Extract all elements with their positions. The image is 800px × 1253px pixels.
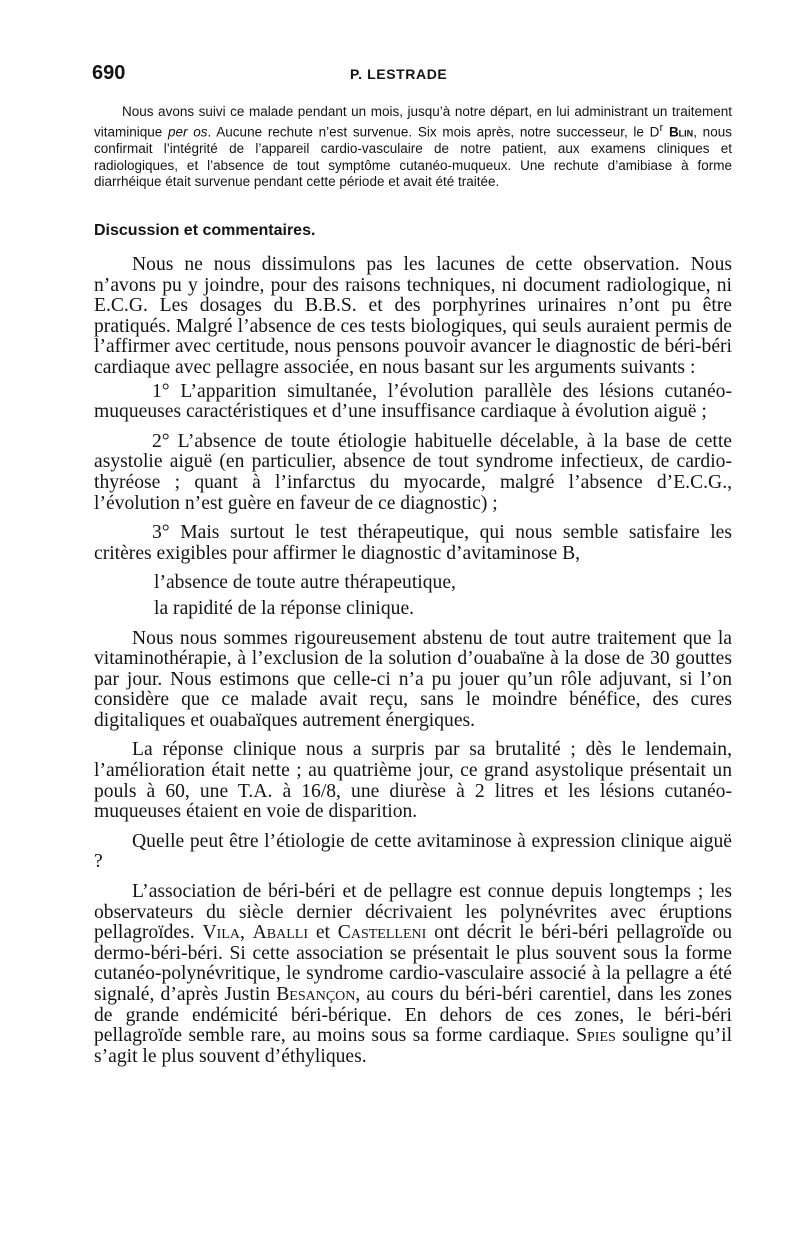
author-spies: Spies — [576, 1025, 616, 1047]
paragraph-etiology-question: Quelle peut être l’étiologie de cette avitaminose à expression clinique aiguë ? — [94, 830, 732, 873]
author-besancon: Besançon — [276, 984, 356, 1005]
criterion-1: l’absence de toute autre thérapeutique, — [154, 572, 456, 594]
argument-3: 3° Mais surtout le test thérapeutique, qui nous semble satisfaire les critères exigibles pour affirmer le diagnostic d’avitaminose B, — [94, 522, 732, 564]
paragraph-treatment: Nous nous sommes rigoureusement abstenu de tout autre traitement que la vitaminothérapie, à l’exclusion de la solution d’ouabaïne à la dose de 30 gouttes par jour. Nous estimons que celle-ci n’a pu jouer qu’un rôle adjuvant, si l’on considère que ce malade avait reçu, sans le moindre bénéfice, des cures digitaliques et ouabaïques autrement énergiques. — [94, 627, 732, 731]
paragraph-clinical-response: La réponse clinique nous a surpris par sa brutalité ; dès le lendemain, l’amélioration était nette ; au quatrième jour, ce grand asystolique présentait un pouls à 60, une T.A. à 16/8, une diurèse à 2 litres et les lésions cutanéo-muqueuses étaient en voie de disparition. — [94, 739, 732, 823]
criterion-2: la rapidité de la réponse clinique. — [154, 597, 415, 619]
author-castelleni: Castelleni — [337, 922, 427, 944]
argument-1: 1° L’apparition simultanée, l’évolution parallèle des lésions cutanéo-muqueuses caractéristiques et d’une insuffisance cardiaque à évolution aiguë ; — [94, 380, 732, 423]
author-aballi: Aballi — [252, 922, 309, 944]
case-followup-paragraph: Nous avons suivi ce malade pendant un mois, jusqu’à notre départ, en lui administrant un traitement vitaminique per os. Aucune rechute n’est survenue. Six mois après, notre successeur, le $D^r$ Blin, nous confirmait l’intégrité de l’appareil cardio-vasculaire de notre patient, aux examens cliniques et radiologiques, et l’absence de tout symptôme cutanéo-muqueux. Une rechute d’amibiase à forme diarrhéique était survenue pendant cette période et avait été traitée. — [94, 104, 732, 190]
discussion-body — [94, 255, 732, 1067]
argument-2: 2° L’absence de toute étiologie habituelle décelable, à la base de cette asystolie aiguë (en particulier, absence de tout syndrome infectieux, de cardio-thyréose ; quant à l’infarctus du myocarde, malgré l’absence d’E.C.G., l’évolution n’est guère en faveur de ce diagnostic) ; — [94, 430, 732, 514]
author-vila: Vila — [202, 922, 240, 944]
page-header — [92, 62, 732, 90]
paragraph-association: L’association de béri-béri et de pellagre est connue depuis longtemps ; les observateurs du siècle dernier décrivaient les polynévrites avec éruptions pellagroïdes. Vila, Aballi et Castelleni ont décrit le béri-béri pellagroïde ou dermo-béri-béri. Si cette association se présentait le plus souvent sous la forme cutanéo-polynévritique, le syndrome cardio-vasculaire associé à la pellagre a été signalé, d’après Justin Besançon, au cours du béri-béri carentiel, dans les zones de grande endémicité béri-bérique. En dehors de ces zones, le béri-béri pellagroïde semble rare, au moins sous sa forme cardiaque. Spies souligne qu’il s’agit le plus souvent d’éthyliques. — [94, 881, 733, 1067]
author-blin: Blin — [668, 124, 694, 140]
section-heading-discussion: Discussion et commentaires. — [94, 222, 316, 239]
running-head-author: P. LESTRADE — [350, 66, 448, 82]
per-os-term: per os — [168, 124, 208, 140]
page-number: 690 — [92, 62, 126, 84]
paragraph-intro: Nous ne nous dissimulons pas les lacunes de cette observation. Nous n’avons pu y joindre, pour des raisons techniques, ni document radiologique, ni E.C.G. Les dosages du B.B.S. et des porphyrines urinaires n’ont pu être pratiqués. Malgré l’absence de ces tests biologiques, qui seuls auraient permis de l’affirmer avec certitude, nous pensons pouvoir avancer le diagnostic de béri-béri cardiaque avec pellagre associée, en nous basant sur les arguments suivants : — [94, 254, 732, 378]
